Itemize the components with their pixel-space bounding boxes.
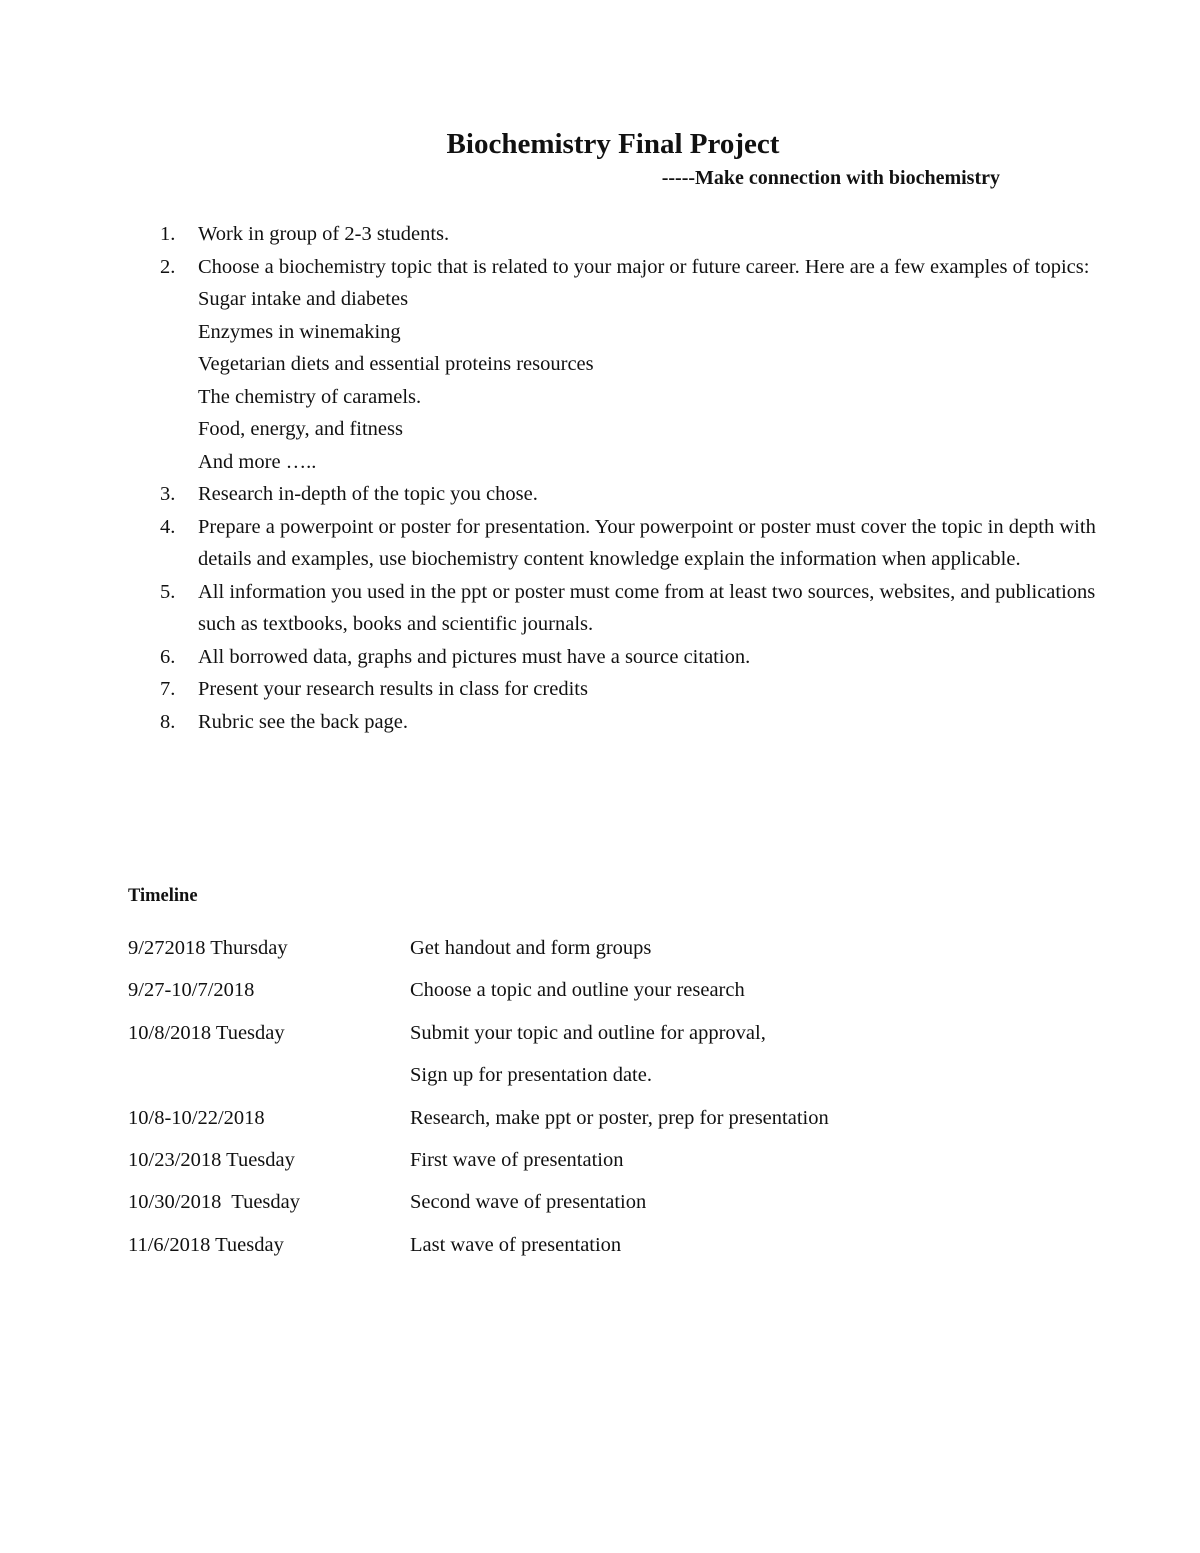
timeline-date: 10/30/2018 Tuesday [128, 1191, 300, 1214]
instruction-number: 2. [160, 255, 176, 278]
instruction-text: Choose a biochemistry topic that is related to your major or future career. Here are a few examples of topics: [198, 255, 1090, 278]
timeline-row [128, 974, 1028, 1016]
instruction-number: 3. [160, 483, 176, 505]
topic-example: Enzymes in winemaking [198, 320, 401, 343]
instruction-text: Prepare a powerpoint or poster for presentation. Your powerpoint or poster must cover the topic in depth with details and examples, use biochemistry content knowledge explain the information when applicable. [198, 515, 1096, 570]
instruction-text: Work in group of 2-3 students. [198, 223, 450, 245]
instruction-item [0, 641, 1118, 674]
timeline-task: First wave of presentation [410, 1148, 624, 1171]
instruction-number: 5. [160, 580, 176, 603]
instruction-text: All information you used in the ppt or poster must come from at least two sources, websites, and publications such as textbooks, books and scientific journals. [198, 580, 1096, 635]
instruction-item [0, 706, 1118, 739]
timeline-date: 10/23/2018 Tuesday [128, 1148, 295, 1171]
page-subtitle: -----Make connection with biochemistry [661, 167, 1000, 189]
instruction-item [0, 478, 1118, 511]
instruction-number: 8. [160, 710, 176, 733]
page-title: Biochemistry Final Project [446, 128, 780, 160]
topic-example: Sugar intake and diabetes [198, 288, 409, 310]
timeline-task: Choose a topic and outline your research [410, 979, 745, 1002]
timeline-row [128, 1102, 1028, 1144]
timeline-row [128, 932, 1028, 974]
instruction-text: All borrowed data, graphs and pictures must have a source citation. [198, 645, 751, 668]
topic-example: Food, energy, and fitness [198, 418, 403, 440]
timeline-row [128, 1186, 1028, 1228]
timeline-date: 9/27-10/7/2018 [128, 979, 255, 1002]
instruction-text: Research in-depth of the topic you chose. [198, 483, 538, 505]
timeline-date [128, 1059, 410, 1101]
instruction-item [0, 251, 1118, 479]
timeline-task: Submit your topic and outline for approval, [410, 1021, 766, 1044]
timeline-row [128, 1017, 1028, 1059]
instruction-number: 6. [160, 645, 176, 668]
instruction-item [0, 576, 1118, 641]
timeline-heading: Timeline [128, 886, 198, 906]
timeline-row [128, 1059, 1028, 1101]
timeline-task: Sign up for presentation date. [410, 1064, 652, 1087]
timeline-table [128, 932, 1028, 1271]
instructions-list [0, 218, 1200, 738]
timeline-task: Research, make ppt or poster, prep for presentation [410, 1106, 829, 1129]
topic-example: And more ….. [198, 450, 317, 473]
instruction-text: Present your research results in class for credits [198, 678, 588, 700]
instruction-item [0, 218, 1118, 251]
timeline-task: Second wave of presentation [410, 1191, 647, 1214]
topic-example: The chemistry of caramels. [198, 385, 422, 408]
timeline-date: 10/8/2018 Tuesday [128, 1021, 285, 1044]
timeline-row [128, 1144, 1028, 1186]
instruction-number: 4. [160, 515, 176, 538]
timeline-date: 11/6/2018 Tuesday [128, 1233, 284, 1256]
instruction-text: Rubric see the back page. [198, 710, 409, 733]
timeline-date: 10/8-10/22/2018 [128, 1106, 265, 1129]
timeline-task: Get handout and form groups [410, 937, 652, 959]
instruction-number: 7. [160, 678, 176, 700]
instruction-item [0, 673, 1118, 706]
timeline-date: 9/272018 Thursday [128, 937, 288, 959]
topic-example: Vegetarian diets and essential proteins resources [198, 353, 594, 375]
timeline-row [128, 1229, 1028, 1271]
instruction-item [0, 511, 1118, 576]
instruction-number: 1. [160, 223, 176, 245]
timeline-task: Last wave of presentation [410, 1233, 622, 1256]
